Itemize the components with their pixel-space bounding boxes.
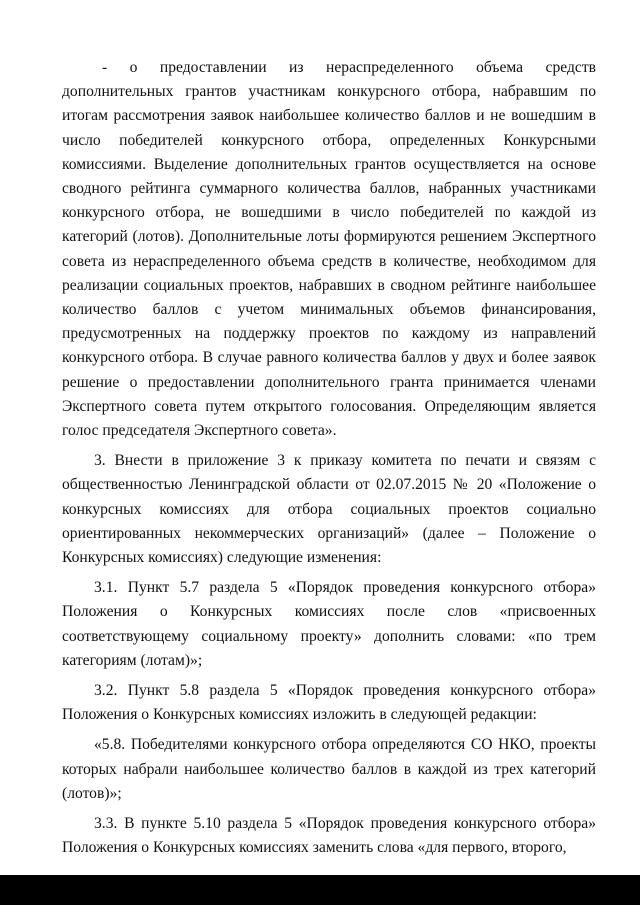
paragraph-item-3: 3. Внести в приложение 3 к приказу комитета по печати и связям с общественностью Ленинградской области от 02.07.2015 № 20 «Положение о конкурсных комиссиях для отбора социальных проектов социально ориентированных некоммерческих организаций» (далее – Положение о Конкурсных комиссиях) следующие изменения: (62, 452, 596, 567)
paragraph-item-3-2: 3.2. Пункт 5.8 раздела 5 «Порядок проведения конкурсного отбора» Положения о Конкурсных комиссиях изложить в следующей редакции: (62, 682, 596, 724)
paragraph-item-3-1: 3.1. Пункт 5.7 раздела 5 «Порядок проведения конкурсного отбора» Положения о Конкурсных комиссиях после слов «присвоенных соответствующему социальному проекту» дополнить словами: «по трем категориям (лотам)»; (62, 579, 596, 669)
paragraph-additional-grants: - о предоставлении из нераспределенного объема средств дополнительных грантов участникам конкурсного отбора, набравшим по итогам рассмотрения заявок наибольшее количество баллов и не вошедшим в число победителей конкурсного отбора, определенных Конкурсными комиссиями. Выделение дополнительных грантов осуществляется на основе сводного рейтинга суммарного количества баллов, набранных участниками конкурсного отбора, не вошедшими в число победителей по каждой из категорий (лотов). Дополнительные лоты формируются решением Экспертного совета из нераспределенного объема средств в количестве, необходимом для реализации социальных проектов, набравших в сводном рейтинге наибольшее количество баллов с учетом минимальных объемов финансирования, предусмотренных на поддержку проектов по каждому из направлений конкурсного отбора. В случае равного количества баллов у двух и более заявок решение о предоставлении дополнительного гранта принимается членами Экспертного совета путем открытого голосования. Определяющим является голос председателя Экспертного совета». (62, 59, 596, 440)
paragraph-item-5-8-quote: «5.8. Победителями конкурсного отбора определяются СО НКО, проекты которых набрали наибольшее количество баллов в каждой из трех категорий (лотов)»; (62, 736, 596, 802)
scan-bottom-border (0, 875, 640, 905)
document-page (62, 56, 596, 861)
paragraph-item-3-3: 3.3. В пункте 5.10 раздела 5 «Порядок проведения конкурсного отбора» Положения о Конкурсных комиссиях заменить слова «для первого, второго, (62, 815, 596, 857)
